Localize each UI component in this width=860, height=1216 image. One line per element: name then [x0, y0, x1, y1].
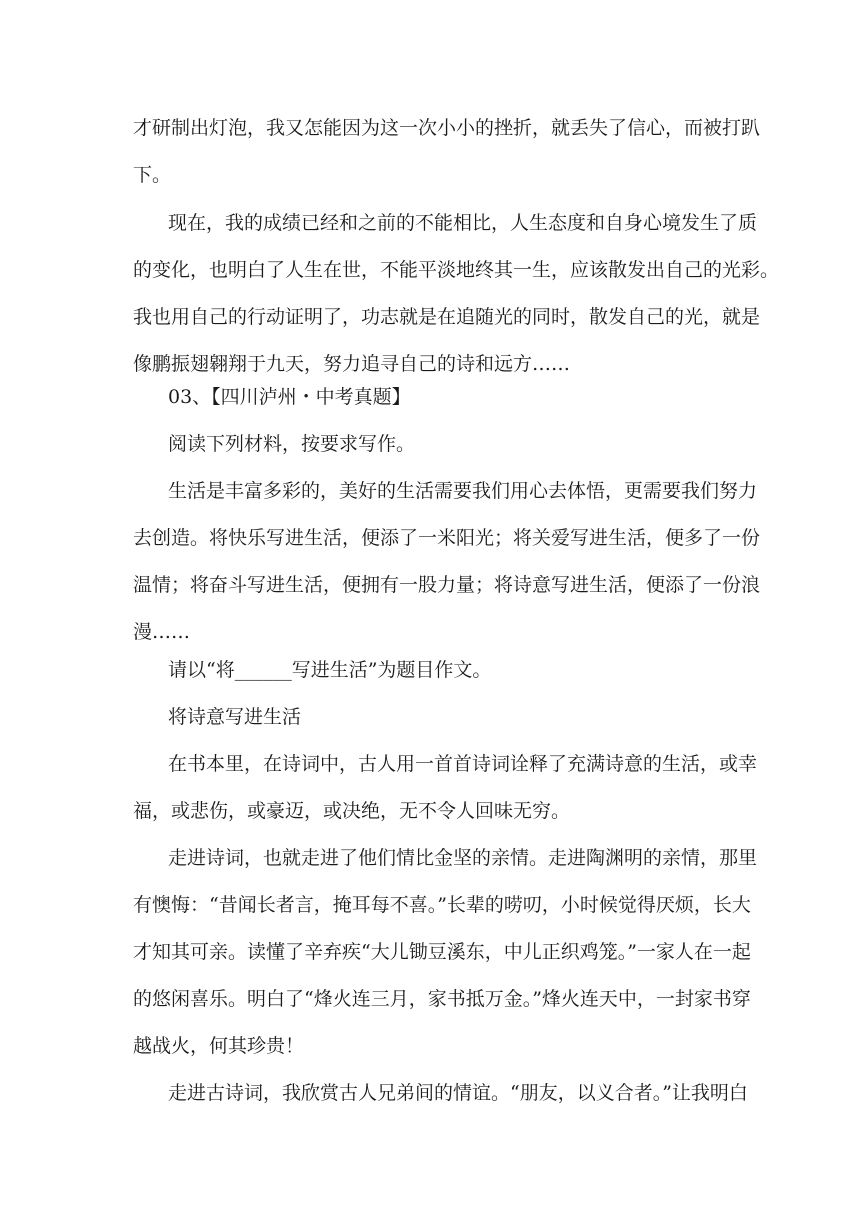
- text-line: 像鹏振翅翱翔于九天，努力追寻自己的诗和远方……: [133, 353, 571, 375]
- text-line: 下。: [133, 164, 172, 186]
- paragraph-start: 在书本里，在诗词中，古人用一首首诗词诠释了充满诗意的生活，或幸: [168, 753, 758, 775]
- text-line: 的变化，也明白了人生在世，不能平淡地终其一生，应该散发出自己的光彩。: [133, 259, 780, 281]
- paragraph-start: 走进古诗词，我欣赏古人兄弟间的情谊。“朋友，以义合者。”让我明白: [168, 1082, 748, 1104]
- essay-title: 将诗意写进生活: [168, 706, 302, 728]
- text-line: 的悠闲喜乐。明白了“烽火连三月，家书抵万金。”烽火连天中，一封家书穿: [133, 988, 751, 1010]
- text-line: 才知其可亲。读懂了辛弃疾“大儿锄豆溪东，中儿正织鸡笼。”一家人在一起: [133, 941, 751, 963]
- text-line: 温情；将奋斗写进生活，便拥有一股力量；将诗意写进生活，便添了一份浪: [133, 574, 761, 596]
- text-line: 我也用自己的行动证明了，功志就是在追随光的同时，散发自己的光，就是: [133, 306, 761, 328]
- instruction-text: 阅读下列材料，按要求写作。: [168, 433, 416, 455]
- prompt-text: 请以“将______写进生活”为题目作文。: [168, 659, 492, 681]
- paragraph-start: 现在，我的成绩已经和之前的不能相比，人生态度和自身心境发生了质: [168, 212, 758, 234]
- paragraph-start: 走进诗词，也就走进了他们情比金坚的亲情。走进陶渊明的亲情，那里: [168, 847, 758, 869]
- section-heading: 03、【四川泸州・中考真题】: [168, 386, 411, 408]
- paragraph-start: 生活是丰富多彩的，美好的生活需要我们用心去体悟，更需要我们努力: [168, 480, 758, 502]
- text-line: 福，或悲伤，或豪迈，或决绝，无不令人回味无穷。: [133, 800, 571, 822]
- text-line: 有懊悔：“昔闻长者言，掩耳每不喜。”长辈的唠叨，小时候觉得厌烦，长大: [133, 894, 751, 916]
- text-line: 才研制出灯泡，我又怎能因为这一次小小的挫折，就丢失了信心，而被打趴: [133, 117, 761, 139]
- text-line: 漫……: [133, 621, 191, 643]
- text-line: 越战火，何其珍贵！: [133, 1035, 305, 1057]
- text-line: 去创造。将快乐写进生活，便添了一米阳光；将关爱写进生活，便多了一份: [133, 527, 761, 549]
